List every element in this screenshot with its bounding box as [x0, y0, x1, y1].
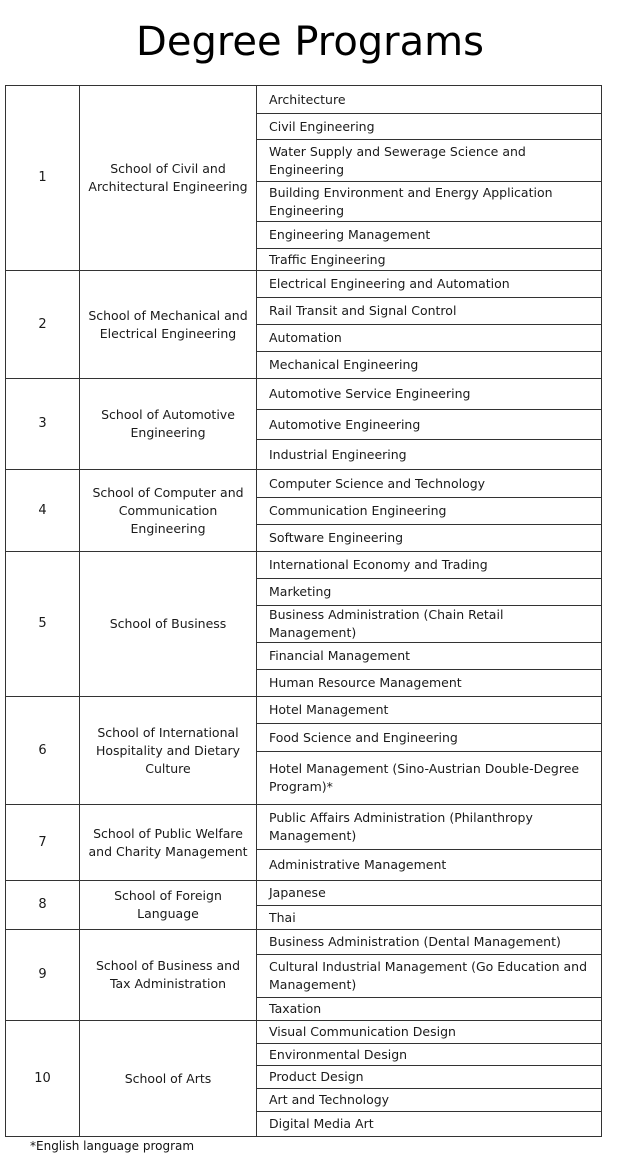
school-name: School of Business and Tax Administration [80, 930, 257, 1021]
program-name: Digital Media Art [257, 1112, 602, 1137]
table-row [6, 470, 602, 498]
school-name: School of Automotive Engineering [80, 379, 257, 470]
program-name: Product Design [257, 1066, 602, 1089]
program-name: Industrial Engineering [257, 440, 602, 470]
school-number: 7 [6, 805, 80, 881]
degree-programs-table [5, 85, 602, 1137]
program-name: Financial Management [257, 643, 602, 670]
table-row [6, 697, 602, 724]
program-name: Communication Engineering [257, 498, 602, 525]
table-row [6, 881, 602, 906]
table-row [6, 86, 602, 114]
program-name: Computer Science and Technology [257, 470, 602, 498]
school-name: School of International Hospitality and Dietary Culture [80, 697, 257, 805]
school-name: School of Civil and Architectural Engineering [80, 86, 257, 271]
program-name: Art and Technology [257, 1089, 602, 1112]
table-row [6, 379, 602, 410]
program-name: International Economy and Trading [257, 552, 602, 579]
table-row [6, 930, 602, 955]
program-name: Traffic Engineering [257, 249, 602, 271]
footnote: *English language program [30, 1139, 195, 1153]
school-number: 10 [6, 1021, 80, 1137]
table-row [6, 805, 602, 850]
program-name: Building Environment and Energy Application Engineering [257, 182, 602, 222]
school-number: 4 [6, 470, 80, 552]
program-name: Mechanical Engineering [257, 352, 602, 379]
program-name: Visual Communication Design [257, 1021, 602, 1044]
school-name: School of Business [80, 552, 257, 697]
program-name: Human Resource Management [257, 670, 602, 697]
program-name: Software Engineering [257, 525, 602, 552]
table-row [6, 552, 602, 579]
program-name: Administrative Management [257, 850, 602, 881]
program-name: Hotel Management (Sino-Austrian Double-Degree Program)* [257, 752, 602, 805]
school-number: 5 [6, 552, 80, 697]
program-name: Public Affairs Administration (Philanthropy Management) [257, 805, 602, 850]
program-name: Environmental Design [257, 1044, 602, 1066]
program-name: Rail Transit and Signal Control [257, 298, 602, 325]
program-name: Taxation [257, 998, 602, 1021]
program-name: Business Administration (Chain Retail Management) [257, 606, 602, 643]
school-name: School of Foreign Language [80, 881, 257, 930]
program-name: Japanese [257, 881, 602, 906]
school-number: 9 [6, 930, 80, 1021]
school-number: 2 [6, 271, 80, 379]
page-title: Degree Programs [136, 19, 484, 65]
program-name: Civil Engineering [257, 114, 602, 140]
program-name: Automation [257, 325, 602, 352]
program-name: Marketing [257, 579, 602, 606]
program-name: Food Science and Engineering [257, 724, 602, 752]
program-name: Automotive Engineering [257, 410, 602, 440]
program-name: Engineering Management [257, 222, 602, 249]
program-name: Hotel Management [257, 697, 602, 724]
program-name: Automotive Service Engineering [257, 379, 602, 410]
school-number: 3 [6, 379, 80, 470]
table-row [6, 271, 602, 298]
school-name: School of Computer and Communication Engineering [80, 470, 257, 552]
table-row [6, 1021, 602, 1044]
school-number: 8 [6, 881, 80, 930]
program-name: Water Supply and Sewerage Science and Engineering [257, 140, 602, 182]
program-name: Electrical Engineering and Automation [257, 271, 602, 298]
program-name: Thai [257, 906, 602, 930]
program-name: Cultural Industrial Management (Go Education and Management) [257, 955, 602, 998]
school-name: School of Public Welfare and Charity Management [80, 805, 257, 881]
school-name: School of Arts [80, 1021, 257, 1137]
school-number: 1 [6, 86, 80, 271]
school-name: School of Mechanical and Electrical Engineering [80, 271, 257, 379]
school-number: 6 [6, 697, 80, 805]
program-name: Business Administration (Dental Management) [257, 930, 602, 955]
program-name: Architecture [257, 86, 602, 114]
